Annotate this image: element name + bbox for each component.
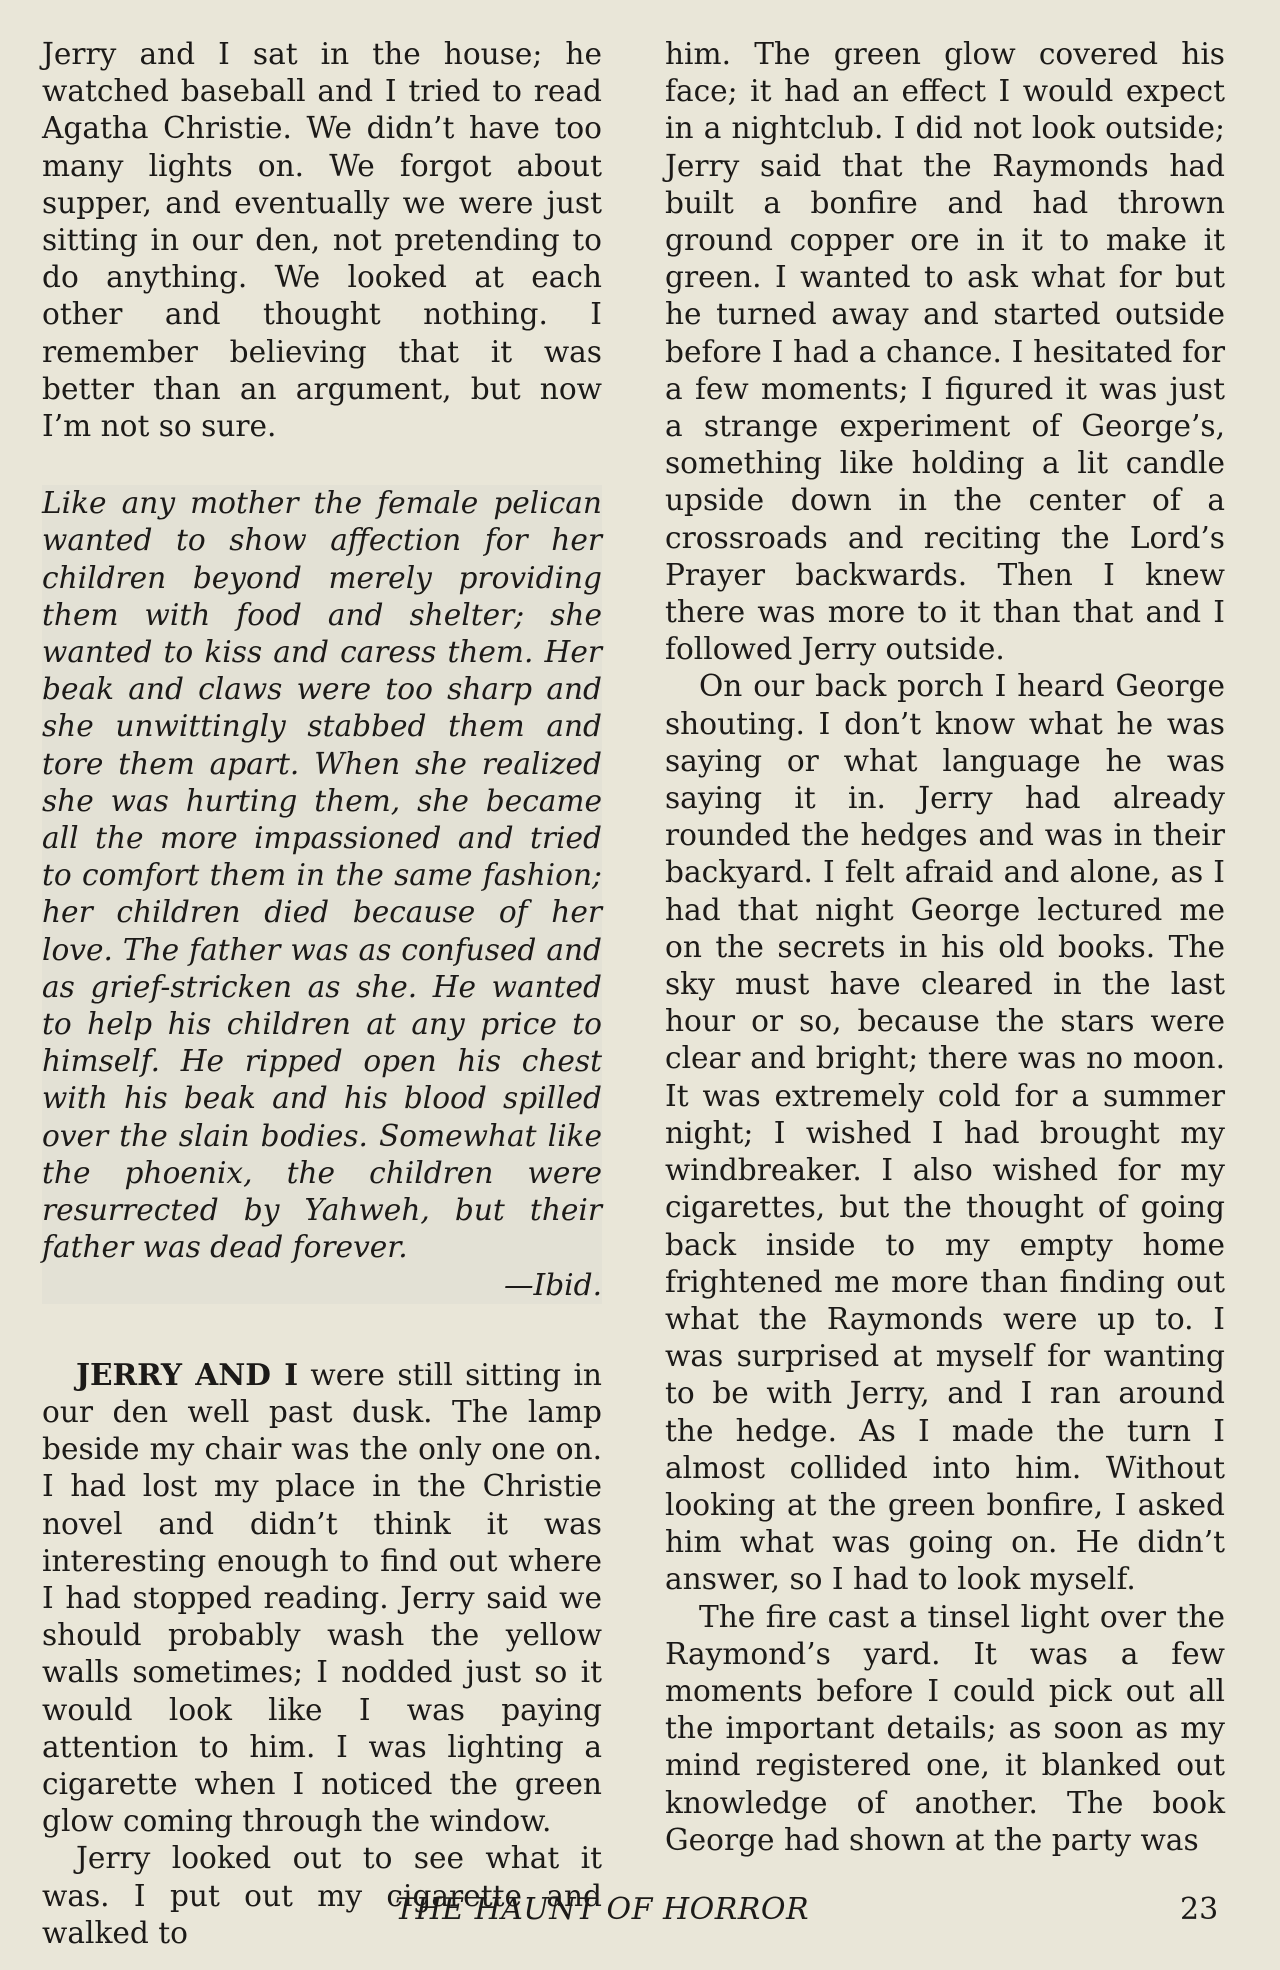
page-footer [0, 1892, 1280, 1932]
epigraph-block [42, 485, 602, 1303]
page-number: 23 [1180, 1892, 1219, 1927]
epigraph-text: Like any mother the female pelican wanted to show affection for her children beyond merely providing them with food and shelter; she wanted to kiss and caress them. Her beak and claws were too sharp and she unwittingly stabbed them and tore them apart. When she realized she was hurting them, she became all the more impassioned and tried to comfort them in the same fashion; her children died because of her love. The father was as confused and as grief-stricken as she. He wanted to help his children at any price to himself. He ripped open his chest with his beak and his blood spilled over the slain bodies. Somewhat like the phoenix, the children were resurrected by Yahweh, but their father was dead forever. [42, 486, 602, 1265]
section-opening-paragraph [42, 1356, 602, 1841]
epigraph-attribution: —Ibid. [503, 1267, 602, 1302]
magazine-title: THE HAUNT OF HORROR [395, 1892, 810, 1927]
right-column [665, 36, 1225, 1859]
paragraph: Jerry looked out to see what it was. I put out my cigarette and walked to [42, 1841, 602, 1950]
left-column [42, 36, 602, 1952]
paragraph: The fire cast a tinsel light over the Raymond’s yard. It was a few moments before I could pick out all the important details; as soon as my mind registered one, it blanked out knowledge of another. The book George had shown at the party was [665, 1599, 1225, 1857]
paragraph: Jerry and I sat in the house; he watched baseball and I tried to read Agatha Christie. We didn’t have too many lights on. We forgot about supper, and eventually we were just sitting in our den, not pretending to do anything. We looked at each other and thought nothing. I remember believing that it was better than an argument, but now I’m not so sure. [42, 37, 602, 444]
paragraph: him. The green glow covered his face; it had an effect I would expect in a nightclub. I did not look outside; Jerry said that the Raymonds had built a bonfire and had thrown ground copper ore in it to make it green. I wanted to ask what for but he turned away and started outside before I had a chance. I hesitated for a few moments; I figured it was just a strange experiment of George’s, something like holding a lit candle upside down in the center of a crossroads and reciting the Lord’s Prayer backwards. Then I knew there was more to it than that and I followed Jerry outside. [665, 37, 1225, 667]
section-paragraph-text: were still sitting in our den well past dusk. The lamp beside my chair was the only one on. I had lost my place in the Christie novel and didn’t think it was interesting enough to find out where I had stopped reading. Jerry said we should probably wash the yellow walls sometimes; I nodded just so it would look like I was paying attention to him. I was lighting a cigarette when I noticed the green glow coming through the window. [42, 1357, 602, 1839]
paragraph: On our back porch I heard George shouting. I don’t know what he was saying or what language he was saying it in. Jerry had already rounded the hedges and was in their backyard. I felt afraid and alone, as I had that night George lectured me on the secrets in his old books. The sky must have cleared in the last hour or so, because the stars were clear and bright; there was no moon. It was extremely cold for a summer night; I wished I had brought my windbreaker. I also wished for my cigarettes, but the thought of going back inside to my empty home frightened me more than finding out what the Raymonds were up to. I was surprised at myself for wanting to be with Jerry, and I ran around the hedge. As I made the turn I almost collided into him. Without looking at the green bonfire, I asked him what was going on. He didn’t answer, so I had to look myself. [665, 669, 1225, 1597]
section-lead-in: JERRY AND I [76, 1356, 299, 1392]
